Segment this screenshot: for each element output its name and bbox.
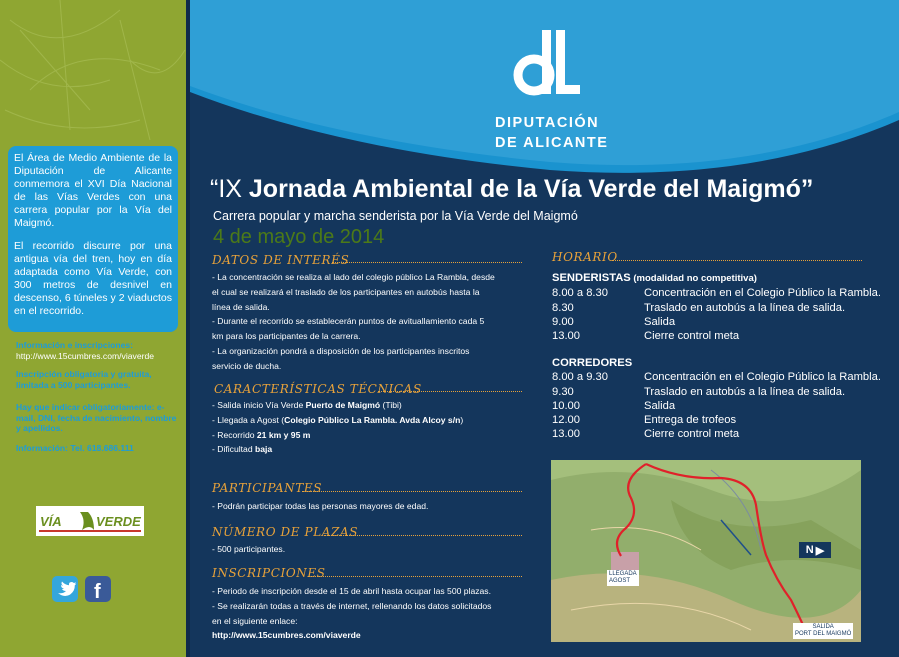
datos-line: el cual se realizará el traslado de los participantes en autobús hasta la bbox=[212, 286, 480, 297]
schedule-row: 10.00 Salida bbox=[552, 399, 676, 412]
title-rest: Jornada Ambiental de la Vía Verde del Maigmó” bbox=[241, 175, 814, 203]
intro-paragraph-1: El Área de Medio Ambiente de la Diputación de Alicante conmemora el XVI Día Nacional de las Vías Verdes con una carrera popular por la Vía del Maigmó. bbox=[14, 152, 172, 229]
datos-body bbox=[212, 270, 532, 374]
participantes-text: - Podrán participar todas las personas mayores de edad. bbox=[212, 501, 429, 511]
datos-line: servicio de ducha. bbox=[212, 360, 282, 371]
corredores-title: CORREDORES bbox=[552, 357, 633, 369]
intro-box bbox=[8, 146, 178, 332]
caracteristicas-heading: CARACTERÍSTICAS TÉCNICAS bbox=[214, 382, 422, 396]
schedule-row: 13.00 Cierre control meta bbox=[552, 428, 740, 441]
svg-text:VÍA: VÍA bbox=[40, 514, 62, 529]
info-gratuita: Inscripción obligatoria y gratuita, limitada a 500 participantes. bbox=[16, 369, 152, 390]
caracteristicas-body bbox=[212, 398, 532, 457]
datos-line: línea de salida. bbox=[212, 301, 270, 312]
schedule-row: 8.00 a 9.30 Concentración en el Colegio Público la Rambla. bbox=[552, 371, 881, 384]
map-llegada-label: LLEGADA AGOST bbox=[609, 571, 637, 584]
schedule-row: 9.00 Salida bbox=[552, 315, 676, 328]
via-verde-logo bbox=[36, 506, 144, 536]
datos-divider bbox=[332, 262, 522, 263]
diputacion-logo-text bbox=[495, 113, 608, 153]
info-label: Información e inscripciones: bbox=[16, 340, 133, 350]
inscripciones-link[interactable]: http://www.15cumbres.com/viaverde bbox=[212, 630, 361, 641]
page-title bbox=[210, 175, 813, 204]
info-telefono: Información: Tel. 618.686.111 bbox=[16, 443, 134, 453]
horario-heading: HORARIO bbox=[552, 250, 618, 264]
north-indicator: N ▶ bbox=[799, 542, 831, 558]
caracteristicas-line: - Llegada a Agost (Colegio Público La Rambla. Avda Alcoy s/n) bbox=[212, 414, 464, 425]
schedule-row: 8.00 a 8.30 Concentración en el Colegio Público la Rambla. bbox=[552, 287, 881, 300]
plazas-text: - 500 participantes. bbox=[212, 544, 286, 554]
schedule-row: 13.00 Cierre control meta bbox=[552, 330, 740, 343]
caracteristicas-line: - Recorrido 21 km y 95 m bbox=[212, 429, 311, 440]
inscripciones-line: - Se realizarán todas a través de internet, rellenando los datos solicitados bbox=[212, 600, 492, 611]
info-inscripciones bbox=[16, 340, 178, 361]
schedule-row: 12.00 Entrega de trofeos bbox=[552, 414, 737, 427]
left-panel bbox=[0, 0, 188, 657]
schedule-row: 9.30 Traslado en autobús a la línea de salida. bbox=[552, 385, 846, 398]
event-date: 4 de mayo de 2014 bbox=[213, 226, 385, 248]
logo-line-1: DIPUTACIÓN bbox=[495, 115, 600, 131]
datos-heading: DATOS DE INTERÉS bbox=[212, 253, 350, 267]
page-subtitle: Carrera popular y marcha senderista por la Vía Verde del Maigmó bbox=[213, 209, 578, 223]
schedule-row: 8.30 Traslado en autobús a la línea de salida. bbox=[552, 301, 846, 314]
svg-text:VERDE: VERDE bbox=[96, 514, 141, 529]
inscripciones-body bbox=[212, 584, 542, 643]
plazas-divider bbox=[324, 535, 522, 536]
arrow-right-icon: ▶ bbox=[815, 544, 825, 557]
intro-paragraph-2: El recorrido discurre por una antigua vía del tren, hoy en día adaptada como Vía Verde, con 300 metros de desnivel en descenso, 6 túneles y 2 viaductos en el recorrido. bbox=[14, 240, 172, 317]
plazas-heading: NÚMERO DE PLAZAS bbox=[212, 525, 359, 539]
inscripciones-line: - Periodo de inscripción desde el 15 de abril hasta ocupar las 500 plazas. bbox=[212, 586, 491, 596]
horario-divider bbox=[612, 260, 862, 261]
caracteristicas-line: - Dificultad baja bbox=[212, 444, 273, 455]
horario-corredores bbox=[552, 356, 881, 442]
caracteristicas-line: - Salida inicio Vía Verde Puerto de Maigmó (Tibi) bbox=[212, 400, 402, 410]
datos-line: - La organización pondrá a disposición de los participantes inscritos bbox=[212, 345, 470, 356]
facebook-icon[interactable] bbox=[85, 576, 111, 602]
participantes-divider bbox=[302, 491, 522, 492]
inscripciones-heading: INSCRIPCIONES bbox=[212, 566, 326, 580]
route-map bbox=[551, 460, 861, 642]
twitter-icon[interactable] bbox=[52, 576, 78, 602]
senderistas-title: SENDERISTAS (modalidad no competitiva) bbox=[552, 272, 757, 284]
info-url-link[interactable]: http://www.15cumbres.com/viaverde bbox=[16, 350, 155, 361]
datos-line: km para los participantes de la carrera. bbox=[212, 331, 361, 342]
map-salida-label: SALIDA PORT DEL MAIGMÓ bbox=[795, 624, 852, 637]
datos-line: - La concentración se realiza al lado del colegio público La Rambla, desde bbox=[212, 272, 495, 282]
datos-line: - Durante el recorrido se establecerán puntos de avituallamiento cada 5 bbox=[212, 316, 485, 327]
svg-text:f: f bbox=[94, 581, 101, 602]
logo-line-2: DE ALICANTE bbox=[495, 135, 609, 151]
diputacion-logo-icon bbox=[512, 30, 584, 100]
info-indicar: Hay que indicar obligatoriamente: e-mail, DNI, fecha de nacimiento, nombre y apellidos. bbox=[16, 402, 177, 433]
horario-senderistas bbox=[552, 271, 881, 343]
caracteristicas-divider bbox=[378, 391, 522, 392]
title-ix: “IX bbox=[210, 175, 242, 203]
inscripciones-divider bbox=[308, 576, 522, 577]
participantes-heading: PARTICIPANTES bbox=[212, 481, 323, 495]
inscripciones-line: en el siguiente enlace: bbox=[212, 615, 298, 626]
